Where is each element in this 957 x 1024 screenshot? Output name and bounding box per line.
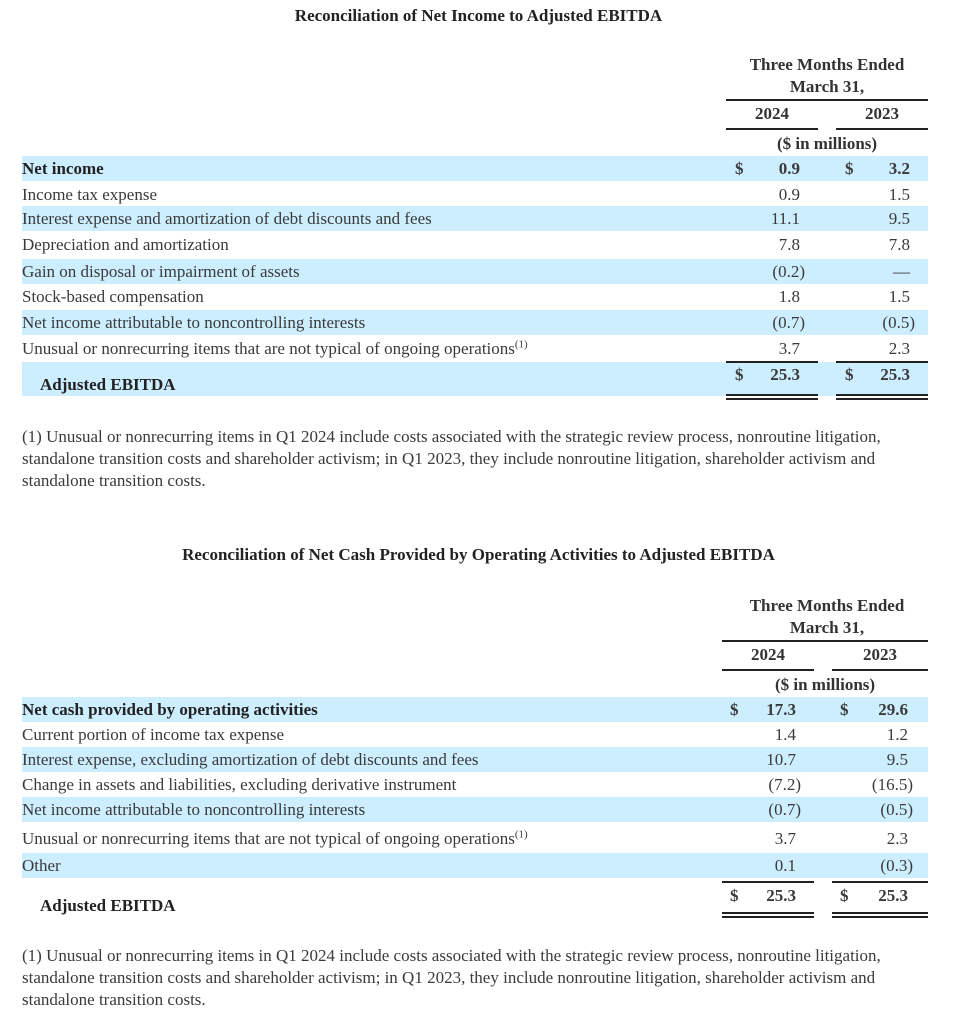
value-2024: 11.1 bbox=[770, 209, 800, 228]
value-2024: 1.4 bbox=[774, 725, 796, 744]
footnote-marker: (1) bbox=[514, 828, 528, 841]
row-label bbox=[22, 232, 229, 257]
value-2023: 2.3 bbox=[886, 829, 908, 848]
row-label bbox=[22, 336, 528, 361]
table-row bbox=[22, 259, 928, 284]
table1-year-2024: 2024 bbox=[755, 104, 789, 123]
value-2023: 9.5 bbox=[886, 750, 908, 769]
row-label-text: Income tax expense bbox=[22, 185, 157, 204]
row-label bbox=[22, 747, 479, 772]
value-2023: (16.5) bbox=[871, 775, 913, 794]
table1-year-2023: 2023 bbox=[865, 104, 899, 123]
row-label bbox=[22, 284, 204, 309]
currency-symbol: $ bbox=[730, 886, 739, 905]
table2-year-rule-2024 bbox=[722, 669, 814, 671]
row-label-text: Change in assets and liabilities, excluding derivative instrument bbox=[22, 775, 457, 794]
subtotal-rule-2023 bbox=[836, 361, 928, 363]
currency-symbol: $ bbox=[735, 365, 744, 384]
row-label-text: Net cash provided by operating activities bbox=[22, 700, 318, 719]
table-row bbox=[22, 336, 928, 361]
table-row bbox=[22, 182, 928, 207]
value-2024: 17.3 bbox=[766, 700, 796, 719]
table-row bbox=[22, 310, 928, 335]
value-2024: (0.7) bbox=[772, 313, 805, 332]
total-value-2024: 25.3 bbox=[770, 365, 800, 384]
value-2023: 29.6 bbox=[878, 700, 908, 719]
total-double-rule-2024 bbox=[726, 394, 818, 400]
total-label: Adjusted EBITDA bbox=[40, 375, 176, 394]
value-2024: 3.7 bbox=[778, 339, 800, 358]
table-row bbox=[22, 697, 928, 722]
row-label bbox=[22, 310, 365, 335]
total-value-2024: 25.3 bbox=[766, 886, 796, 905]
total-double-rule-2023 bbox=[836, 394, 928, 400]
table-row bbox=[22, 853, 928, 878]
table-row bbox=[22, 232, 928, 257]
row-label bbox=[22, 697, 318, 722]
currency-symbol: $ bbox=[730, 700, 739, 719]
row-label-text: Gain on disposal or impairment of assets bbox=[22, 262, 300, 281]
value-2024: 10.7 bbox=[766, 750, 796, 769]
row-label-text: Depreciation and amortization bbox=[22, 235, 229, 254]
row-label-text: Unusual or nonrecurring items that are not typical of ongoing operations bbox=[22, 829, 515, 848]
value-2023: (0.5) bbox=[882, 313, 915, 332]
row-label-text: Interest expense and amortization of debt discounts and fees bbox=[22, 209, 432, 228]
table2-header-rule bbox=[722, 640, 928, 642]
table-row bbox=[22, 797, 928, 822]
currency-symbol: $ bbox=[840, 886, 849, 905]
subtotal-rule-2024 bbox=[722, 881, 814, 883]
value-2023: 1.2 bbox=[886, 725, 908, 744]
row-label bbox=[22, 182, 157, 207]
value-2024: 3.7 bbox=[774, 829, 796, 848]
total-value-2023: 25.3 bbox=[878, 886, 908, 905]
table2-period-header: Three Months Ended bbox=[749, 596, 905, 615]
table1-title: Reconciliation of Net Income to Adjusted EBITDA bbox=[294, 6, 663, 25]
value-2024: 1.8 bbox=[778, 287, 800, 306]
value-2024: (0.2) bbox=[772, 262, 805, 281]
table-row bbox=[22, 722, 928, 747]
row-label-text: Other bbox=[22, 856, 61, 875]
row-label-text: Unusual or nonrecurring items that are not typical of ongoing operations bbox=[22, 339, 515, 358]
total-label: Adjusted EBITDA bbox=[40, 896, 176, 915]
table1-period-header: Three Months Ended bbox=[749, 55, 905, 74]
row-label bbox=[22, 826, 528, 851]
table-row bbox=[22, 156, 928, 181]
currency-symbol: $ bbox=[845, 365, 854, 384]
table-row bbox=[22, 747, 928, 772]
row-label-text: Net income attributable to noncontrolling interests bbox=[22, 313, 366, 332]
table1-year-rule-2023 bbox=[836, 128, 928, 130]
table-row bbox=[22, 206, 928, 231]
total-row bbox=[22, 362, 928, 396]
table1-header-rule bbox=[726, 99, 928, 101]
currency-symbol: $ bbox=[735, 159, 744, 178]
row-label bbox=[22, 259, 300, 284]
subtotal-rule-2023 bbox=[832, 881, 928, 883]
table-row bbox=[22, 826, 928, 851]
row-label bbox=[22, 156, 104, 181]
value-2024: 0.1 bbox=[774, 856, 796, 875]
table2-period-date: March 31, bbox=[789, 618, 865, 637]
table1-period-date: March 31, bbox=[789, 77, 865, 96]
row-label bbox=[22, 722, 284, 747]
table2-year-rule-2023 bbox=[832, 669, 928, 671]
table2-footnote: (1) Unusual or nonrecurring items in Q1 2024 include costs associated with the strategic review process, nonroutine litigation, standalone transition costs and shareholder activism; in Q1 2023, they include nonroutine litigation, shareholder activism and standalone transition costs. bbox=[22, 946, 881, 1009]
table2-year-2024: 2024 bbox=[751, 645, 785, 664]
value-2023: 1.5 bbox=[888, 185, 910, 204]
currency-symbol: $ bbox=[840, 700, 849, 719]
total-value-2023: 25.3 bbox=[880, 365, 910, 384]
value-2024: (7.2) bbox=[768, 775, 801, 794]
row-label-text: Interest expense, excluding amortization of debt discounts and fees bbox=[22, 750, 479, 769]
total-double-rule-2023 bbox=[832, 912, 928, 918]
currency-symbol: $ bbox=[845, 159, 854, 178]
row-label-text: Net income attributable to noncontrolling interests bbox=[22, 800, 366, 819]
row-label-text: Current portion of income tax expense bbox=[22, 725, 285, 744]
row-label bbox=[22, 772, 456, 797]
subtotal-rule-2024 bbox=[726, 361, 818, 363]
table1-units: ($ in millions) bbox=[776, 134, 878, 153]
table2-year-2023: 2023 bbox=[863, 645, 897, 664]
row-label-text: Net income bbox=[22, 159, 104, 178]
table-row bbox=[22, 772, 928, 797]
footnote-marker: (1) bbox=[514, 338, 528, 351]
table2-units: ($ in millions) bbox=[774, 675, 876, 694]
value-2024: 0.9 bbox=[778, 185, 800, 204]
table1-footnote: (1) Unusual or nonrecurring items in Q1 2024 include costs associated with the strategic review process, nonroutine litigation, standalone transition costs and shareholder activism; in Q1 2023, they include nonroutine litigation, shareholder activism and standalone transition costs. bbox=[22, 427, 881, 490]
row-label bbox=[22, 853, 61, 878]
value-2024: (0.7) bbox=[768, 800, 801, 819]
value-2023: 2.3 bbox=[888, 339, 910, 358]
table-row bbox=[22, 284, 928, 309]
value-2023: 9.5 bbox=[888, 209, 910, 228]
value-2023: 3.2 bbox=[888, 159, 910, 178]
value-2024: 7.8 bbox=[778, 235, 800, 254]
table2-title: Reconciliation of Net Cash Provided by Operating Activities to Adjusted EBITDA bbox=[182, 545, 775, 564]
total-double-rule-2024 bbox=[722, 912, 814, 918]
value-2023: — bbox=[893, 262, 910, 281]
value-2024: 0.9 bbox=[778, 159, 800, 178]
table1-year-rule-2024 bbox=[726, 128, 818, 130]
value-2023: 1.5 bbox=[888, 287, 910, 306]
row-label bbox=[22, 206, 432, 231]
value-2023: (0.3) bbox=[880, 856, 913, 875]
row-label-text: Stock-based compensation bbox=[22, 287, 204, 306]
value-2023: (0.5) bbox=[880, 800, 913, 819]
value-2023: 7.8 bbox=[888, 235, 910, 254]
row-label bbox=[22, 797, 365, 822]
